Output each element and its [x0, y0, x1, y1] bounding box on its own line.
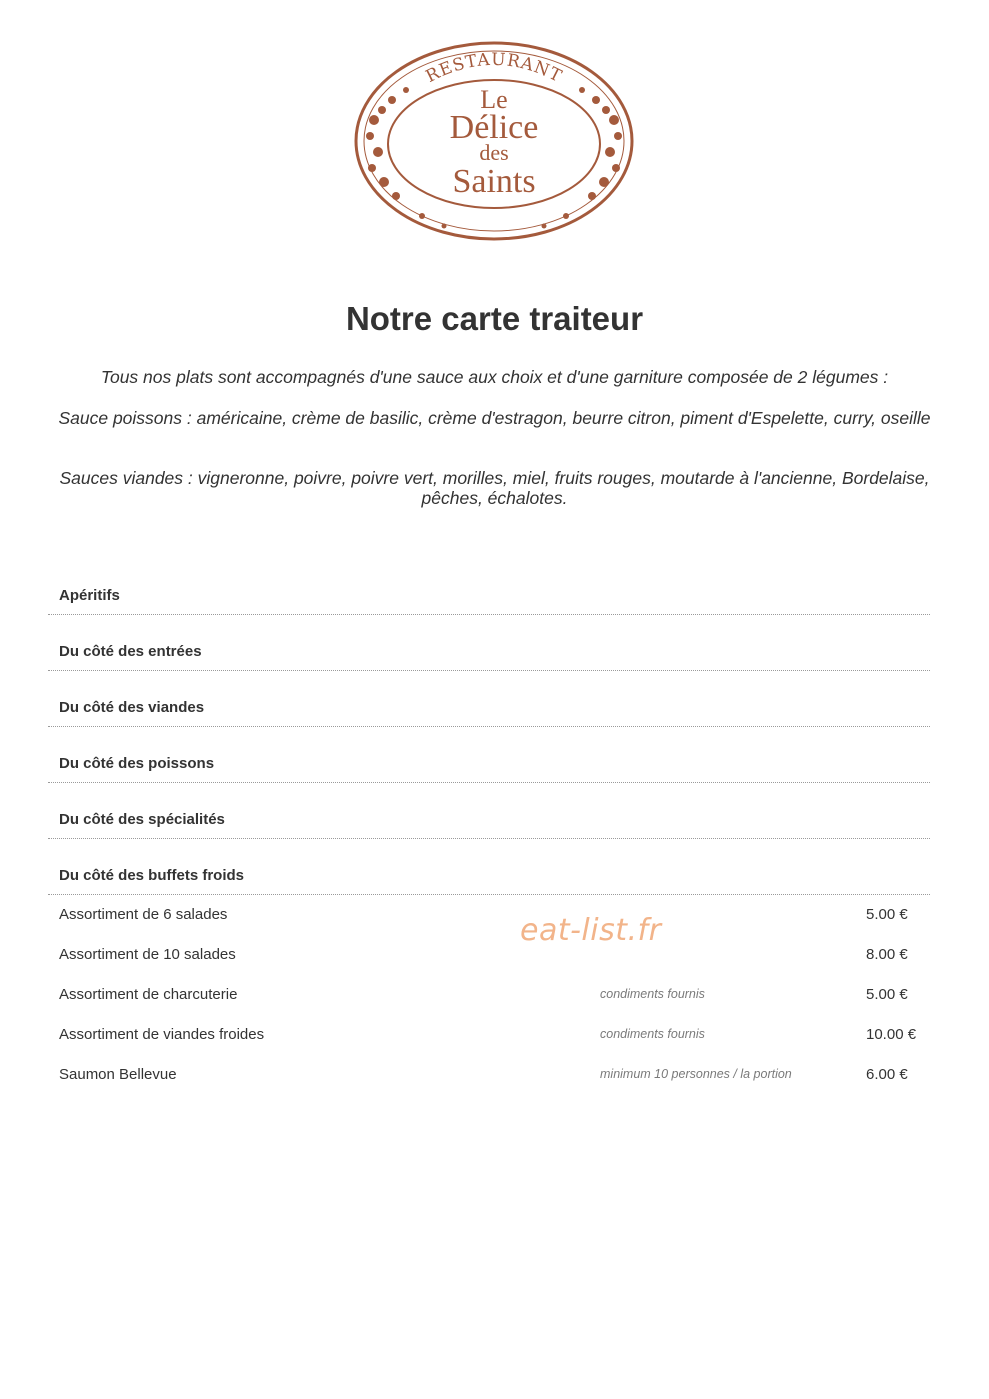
watermark: eat-list.fr: [520, 913, 662, 948]
section-specialites[interactable]: [48, 782, 930, 839]
menu-item: [48, 936, 930, 976]
section-entrees[interactable]: [48, 614, 930, 671]
logo-line-le: Le: [480, 85, 508, 114]
item-price: 8.00 €: [866, 946, 908, 963]
section-label: Du côté des buffets froids: [59, 867, 245, 884]
section-label: Du côté des entrées: [59, 643, 202, 660]
section-buffets-froids[interactable]: [48, 838, 930, 895]
item-name: Assortiment de 6 salades: [59, 906, 228, 923]
page-title: Notre carte traiteur: [345, 300, 644, 337]
intro-text: Tous nos plats sont accompagnés d'une sauce aux choix et d'une garniture composée de 2 légumes :: [100, 367, 889, 387]
item-price: 6.00 €: [866, 1066, 908, 1083]
section-poissons[interactable]: [48, 726, 930, 783]
restaurant-logo: [352, 40, 636, 242]
section-aperitifs[interactable]: [48, 558, 930, 615]
item-name: Assortiment de viandes froides: [59, 1026, 265, 1043]
menu-item: [48, 896, 930, 936]
section-viandes[interactable]: [48, 670, 930, 727]
menu-item: [48, 1056, 930, 1096]
item-note: minimum 10 personnes / la portion: [600, 1067, 792, 1081]
logo-line-delice: Délice: [449, 109, 539, 146]
menu-item: [48, 976, 930, 1016]
logo-top-text: RESTAURANT: [422, 49, 566, 87]
section-label: Du côté des poissons: [59, 755, 215, 772]
item-price: 5.00 €: [866, 986, 908, 1003]
fish-sauces-text: Sauce poissons : américaine, crème de basilic, crème d'estragon, beurre citron, piment d'Espelette, curry, oseille: [58, 408, 931, 428]
item-name: Saumon Bellevue: [59, 1066, 177, 1083]
logo-line-des: des: [479, 140, 509, 165]
item-note: condiments fournis: [600, 1027, 705, 1041]
item-name: Assortiment de 10 salades: [59, 946, 236, 963]
item-note: condiments fournis: [600, 987, 705, 1001]
item-name: Assortiment de charcuterie: [59, 986, 238, 1003]
section-label: Apéritifs: [59, 587, 120, 604]
item-price: 10.00 €: [866, 1026, 917, 1043]
item-price: 5.00 €: [866, 906, 908, 923]
meat-sauces-text: Sauces viandes : vigneronne, poivre, poivre vert, morilles, miel, fruits rouges, moutarde à l'ancienne, Bordelaise, pêches, échalotes.: [59, 468, 930, 508]
logo-line-saints: Saints: [452, 163, 536, 200]
section-label: Du côté des viandes: [59, 699, 205, 716]
section-label: Du côté des spécialités: [59, 811, 225, 828]
menu-item: [48, 1016, 930, 1056]
